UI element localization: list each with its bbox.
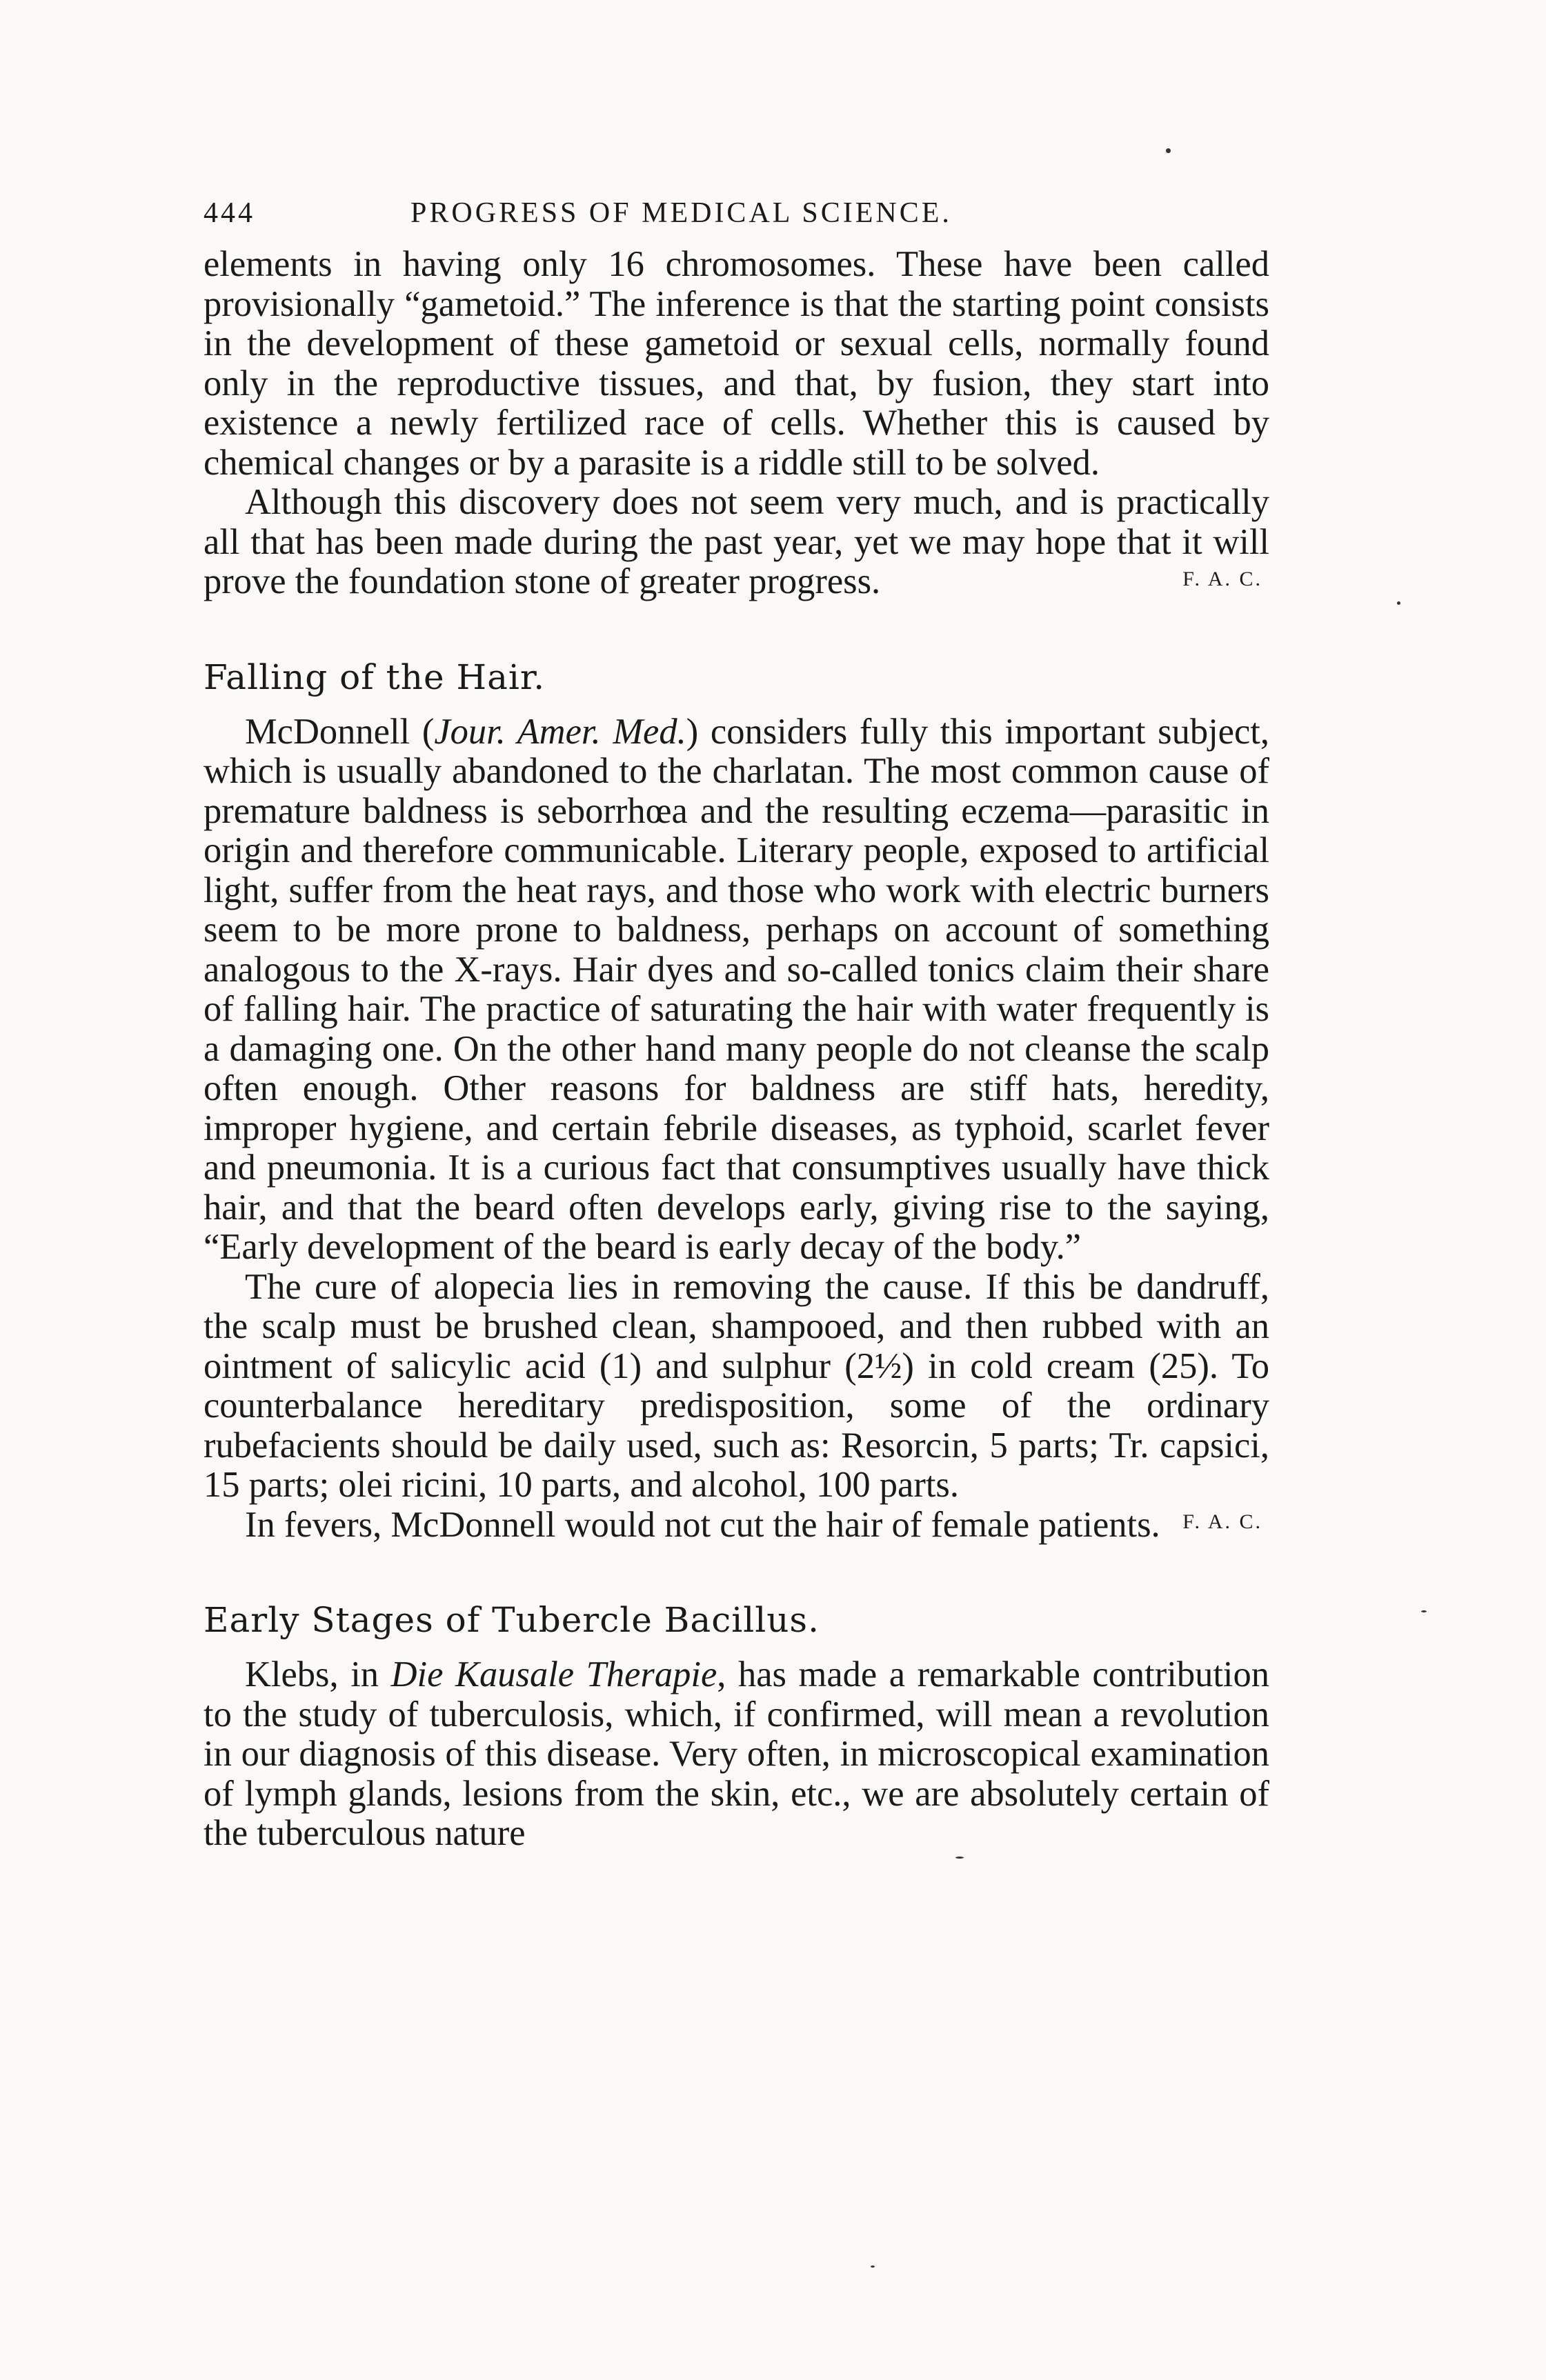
section2-heading: Falling of the Hair. (204, 657, 546, 697)
scan-speck (1421, 1610, 1427, 1612)
section2-signature: F. A. C. (1182, 1510, 1262, 1533)
section3-p1-lead: Klebs, in (245, 1654, 391, 1694)
page-number: 444 (204, 197, 255, 229)
section2-paragraph-1 (204, 712, 1269, 1268)
scan-speck (871, 2266, 875, 2268)
scan-speck (1166, 148, 1171, 153)
section2-paragraph-2: The cure of alopecia lies in removing the cause. If this be dandruff, the scalp must be brushed clean, shampooed, and then rubbed with an ointment of salicylic acid (1) and sulphur (2½) in cold cream (25). To counterbalance hereditary predisposition, some of the ordinary rubefacients should be daily used, such as: Resorcin, 5 parts; Tr. capsici, 15 parts; olei ricini, 10 parts, and alcohol, 100 parts. (204, 1266, 1269, 1505)
page (204, 197, 1269, 1854)
section3-citation: Die Kausale Therapie (390, 1654, 717, 1694)
section3-p1-rest: , has made a remarkable contribution to the study of tuberculosis, which, if confirmed, will mean a revolution in our diagnosis of this disease. Very often, in microscopical examination of lymph glands, lesions from the skin, etc., we are absolutely certain of the tuberculous nature (204, 1654, 1269, 1853)
running-title: PROGRESS OF MEDICAL SCIENCE. (410, 197, 952, 229)
section3-heading: Early Stages of Tubercle Bacillus. (204, 1600, 820, 1640)
section1-paragraph-1: elements in having only 16 chromosomes. These have been called provisionally “gametoid.” The inference is that the starting point consists in the development of these gametoid or sexual cells, normally found only in the reproductive tissues, and that, by fusion, they start into existence a newly fertilized race of cells. Whether this is caused by chemical changes or by a parasite is a riddle still to be solved. (204, 244, 1269, 483)
scan-speck (1397, 601, 1400, 605)
section2-p1-rest: ) considers fully this important subject, which is usually abandoned to the charlatan. The most common cause of premature baldness is seborrhœa and the resulting eczema—parasitic in origin and therefore communicable. Literary people, exposed to artificial light, suffer from the heat rays, and those who work with electric burners seem to be more prone to baldness, perhaps on account of something analogous to the X-rays. Hair dyes and so-called tonics claim their share of falling hair. The practice of saturating the hair with water frequently is a damaging one. On the other hand many people do not cleanse the scalp often enough. Other reasons for baldness are stiff hats, heredity, improper hygiene, and certain febrile diseases, as typhoid, scarlet fever and pneumonia. It is a curious fact that consumptives usually have thick hair, and that the beard often develops early, giving rise to the saying, “Early development of the beard is early decay of the body.” (204, 711, 1269, 1267)
section2-p1-lead: McDonnell ( (245, 711, 435, 752)
running-head (204, 197, 1269, 245)
section3-paragraph-1 (204, 1655, 1269, 1854)
section2-citation: Jour. Amer. Med. (434, 711, 686, 752)
section1-signature: F. A. C. (1182, 567, 1262, 590)
section1-paragraph-2: Although this discovery does not seem very much, and is practically all that has been made during the past year, yet we may hope that it will prove the foundation stone of greater progress. (204, 482, 1269, 601)
scan-speck (955, 1857, 964, 1859)
section2-paragraph-3: In fevers, McDonnell would not cut the hair of female patients. (245, 1504, 1160, 1545)
